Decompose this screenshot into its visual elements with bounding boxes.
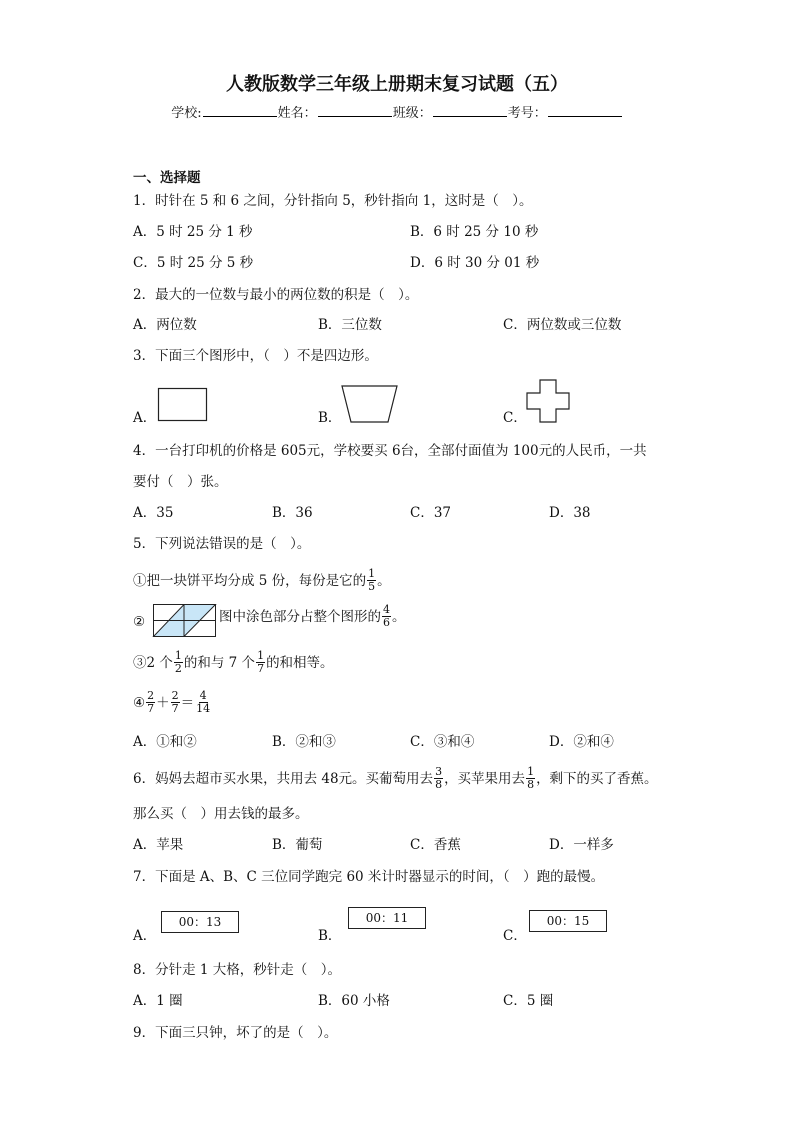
fraction	[367, 568, 376, 593]
number-blank[interactable]	[548, 104, 622, 117]
q6-stem-line1	[133, 766, 658, 791]
q5-s4-marker: ④	[133, 694, 146, 711]
school-label: 学校:	[171, 106, 202, 121]
class-blank[interactable]	[433, 104, 507, 117]
fraction	[382, 604, 391, 629]
q2-option-c[interactable]: C．两位数或三位数	[503, 317, 622, 333]
denominator: 14	[196, 702, 211, 715]
q8-option-a[interactable]: A．1 圈	[133, 993, 183, 1009]
q3-stem: 3．下面三个图形中，（ ）不是四边形。	[133, 348, 378, 364]
numerator: 1	[174, 649, 182, 662]
q4-option-c[interactable]: C．37	[410, 505, 452, 521]
number-label: 考号：	[507, 106, 547, 121]
numerator: 1	[257, 649, 265, 662]
class-label: 班级：	[392, 106, 432, 121]
q4-option-d[interactable]: D．38	[549, 505, 591, 521]
fraction	[174, 650, 183, 675]
rectangle-shape	[158, 388, 208, 422]
q5-s1-end: 。	[377, 572, 391, 589]
fraction	[256, 650, 265, 675]
denominator: 5	[368, 580, 376, 593]
q9-stem: 9．下面三只钟，坏了的是（ ）。	[133, 1025, 338, 1041]
timer-display-a: 00：13	[161, 911, 239, 933]
q1-option-d[interactable]: D．6 时 30 分 01 秒	[410, 255, 540, 271]
q4-option-b[interactable]: B．36	[272, 505, 313, 521]
q3-option-b[interactable]: B．	[318, 410, 342, 426]
q5-statement-1	[133, 568, 391, 593]
page-title: 人教版数学三年级上册期末复习试题（五）	[226, 74, 568, 95]
fraction	[526, 766, 535, 791]
q8-option-b[interactable]: B．60 小格	[318, 993, 390, 1009]
q6-text-3: ，剩下的买了香蕉。	[536, 770, 658, 787]
q5-option-c[interactable]: C．③和④	[410, 734, 475, 750]
q5-option-d[interactable]: D．②和④	[549, 734, 614, 750]
q7-stem: 7．下面是 A、B、C 三位同学跑完 60 米计时器显示的时间，（ ）跑的最慢。	[133, 869, 605, 885]
numerator: 1	[368, 567, 376, 580]
denominator: 7	[257, 662, 265, 675]
name-label: 姓名：	[277, 106, 317, 121]
q5-statement-3	[133, 650, 334, 675]
numerator: 1	[527, 765, 535, 778]
cross-shape	[526, 379, 570, 423]
denominator: 2	[174, 662, 182, 675]
name-blank[interactable]	[318, 104, 392, 117]
q1-option-b[interactable]: B．6 时 25 分 10 秒	[410, 224, 539, 240]
q2-stem: 2．最大的一位数与最小的两位数的积是（ ）。	[133, 287, 419, 303]
q6-stem-line2: 那么买（ ）用去钱的最多。	[133, 806, 309, 822]
q3-option-a[interactable]: A．	[133, 410, 157, 426]
q8-option-c[interactable]: C．5 圈	[503, 993, 554, 1009]
q5-s2-marker: ②	[133, 614, 146, 630]
timer-display-c: 00：15	[529, 910, 607, 932]
q5-statement-4	[133, 690, 212, 715]
q6-option-a[interactable]: A．苹果	[133, 837, 184, 853]
numerator: 2	[171, 689, 179, 702]
numerator: 2	[147, 689, 155, 702]
q2-option-b[interactable]: B．三位数	[318, 317, 382, 333]
q3-option-c[interactable]: C．	[503, 410, 527, 426]
q5-stem: 5．下列说法错误的是（ ）。	[133, 536, 311, 552]
q4-option-a[interactable]: A．35	[133, 505, 174, 521]
numerator: 4	[383, 603, 390, 616]
q5-option-a[interactable]: A．①和②	[133, 734, 197, 750]
q5-s3-mid: 的和与 7 个	[183, 654, 256, 671]
q6-text-2: ，买苹果用去	[444, 770, 526, 787]
denominator: 7	[171, 702, 179, 715]
section-heading: 一、选择题	[133, 170, 201, 186]
q7-option-c[interactable]: C．	[503, 928, 527, 944]
denominator: 6	[383, 616, 390, 629]
q6-option-d[interactable]: D．一样多	[549, 837, 614, 853]
student-info-line	[0, 102, 794, 121]
plus-sign: ＋	[156, 694, 170, 711]
fraction	[171, 690, 180, 715]
denominator: 8	[435, 778, 443, 791]
q5-s3-end: 的和相等。	[266, 654, 334, 671]
q7-option-a[interactable]: A．	[133, 928, 157, 944]
q1-stem: 1．时针在 5 和 6 之间，分针指向 5，秒针指向 1，这时是（ ）。	[133, 193, 533, 209]
q8-stem: 8．分针走 1 大格，秒针走（ ）。	[133, 962, 342, 978]
q5-s1-text: ①把一块饼平均分成 5 份，每份是它的	[133, 572, 367, 589]
q6-option-b[interactable]: B．葡萄	[272, 837, 323, 853]
school-blank[interactable]	[203, 104, 277, 117]
fraction	[195, 690, 211, 715]
trapezoid-shape	[341, 385, 399, 425]
q7-option-b[interactable]: B．	[318, 928, 342, 944]
q1-option-a[interactable]: A．5 时 25 分 1 秒	[133, 224, 253, 240]
numerator: 4	[199, 689, 207, 702]
shaded-parallelogram-figure	[153, 604, 217, 638]
numerator: 3	[435, 765, 443, 778]
equals-sign: ＝	[180, 694, 195, 711]
q1-option-c[interactable]: C．5 时 25 分 5 秒	[133, 255, 254, 271]
q6-option-c[interactable]: C．香蕉	[410, 837, 461, 853]
fraction	[434, 766, 443, 791]
q5-s2-text: 图中涂色部分占整个图形的	[219, 608, 381, 625]
q5-statement-2	[219, 604, 406, 629]
q4-stem-line1: 4．一台打印机的价格是 605元，学校要买 6台，全部付面值为 100元的人民币，一共	[133, 443, 647, 459]
q6-text-1: 6．妈妈去超市买水果，共用去 48元。买葡萄用去	[133, 770, 434, 787]
q5-s3-text: ③2 个	[133, 654, 173, 671]
timer-display-b: 00：11	[348, 907, 426, 929]
q5-s2-end: 。	[392, 608, 406, 625]
q5-option-b[interactable]: B．②和③	[272, 734, 336, 750]
q2-option-a[interactable]: A．两位数	[133, 317, 197, 333]
denominator: 8	[527, 778, 535, 791]
denominator: 7	[147, 702, 155, 715]
q4-stem-line2: 要付（ ）张。	[133, 474, 228, 490]
fraction	[146, 690, 155, 715]
